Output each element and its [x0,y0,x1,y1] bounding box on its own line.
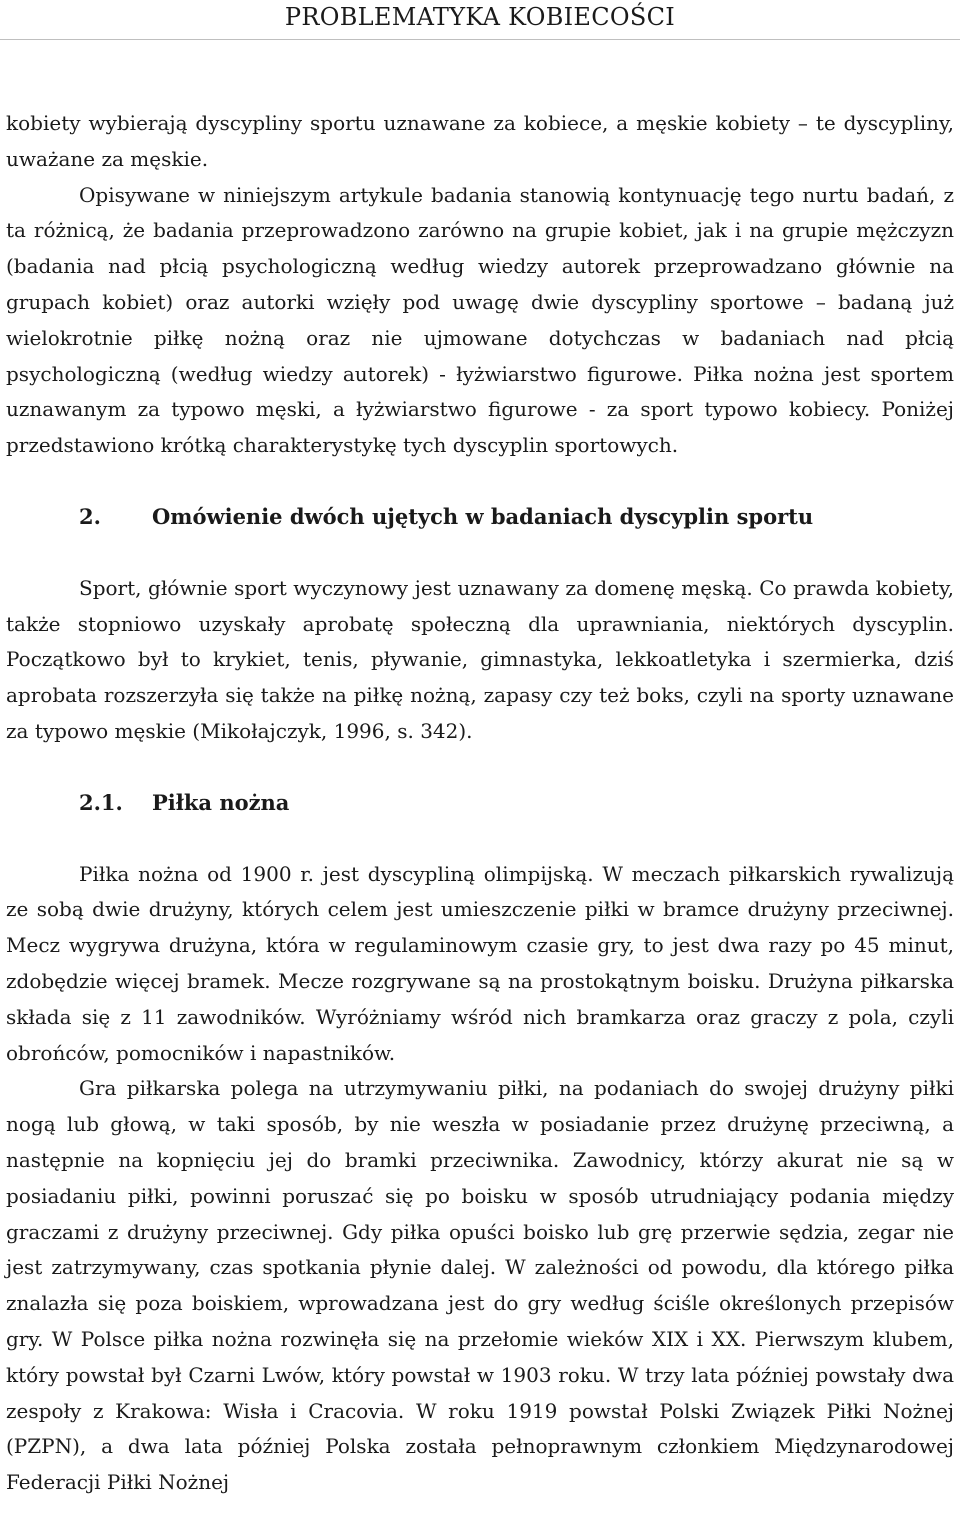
section-number: 2. [79,503,101,529]
paragraph-football-intro: Piłka nożna od 1900 r. jest dyscypliną olimpijską. W meczach piłkarskich rywalizują ze sobą dwie drużyny, których celem jest umieszczenie piłki w bramce drużyny przeciwnej. Mecz wygrywa drużyna, która w regulaminowym czasie gry, to jest dwa razy po 45 minut, zdobędzie więcej bramek. Mecze rozgrywane są na prostokątnym boisku. Drużyna piłkarska składa się z 11 zawodników. Wyróżniamy wśród nich bramkarza oraz graczy z pola, czyli obrońców, pomocników i napastników. [6,861,954,1065]
paragraph-sport-domain: Sport, głównie sport wyczynowy jest uznawany za domenę męską. Co prawda kobiety, także stopniowo uzyskały aprobatę społeczną dla uprawniania, niektórych dyscyplin. Początkowo był to krykiet, tenis, pływanie, gimnastyka, lekkoatletyka i szermierka, dziś aprobata rozszerzyła się także na piłkę nożną, zapasy czy też boks, czyli na sporty uznawane za typowo męskie (Mikołajczyk, 1996, s. 342). [6,575,954,743]
header-rule [0,39,960,40]
section-number: 2.1. [79,789,123,815]
section-title: Omówienie dwóch ujętych w badaniach dyscyplin sportu [152,503,814,529]
section-heading-2-1 [6,785,954,821]
running-header: PROBLEMATYKA KOBIECOŚCI [284,3,676,31]
paragraph-study-description: Opisywane w niniejszym artykule badania stanowią kontynuację tego nurtu badań, z ta różnicą, że badania przeprowadzono zarówno na grupie kobiet, jak i na grupie mężczyzn (badania nad płcią psychologiczną według wiedzy autorek przeprowadzano głównie na grupach kobiet) oraz autorki wzięły pod uwagę dwie dyscypliny sportowe – badaną już wielokrotnie piłkę nożną oraz nie ujmowane dotychczas w badaniach nad płcią psychologiczną (według wiedzy autorek) - łyżwiarstwo figurowe. Piłka nożna jest sportem uznawanym za typowo męski, a łyżwiarstwo figurowe - za sport typowo kobiecy. Poniżej przedstawiono krótką charakterystykę tych dyscyplin sportowych. [6,182,954,458]
section-title: Piłka nożna [152,789,290,815]
paragraph-continuation: kobiety wybierają dyscypliny sportu uznawane za kobiece, a męskie kobiety – te dyscypliny, uważane za męskie. [6,111,954,171]
section-heading-2 [6,499,954,535]
page-body [6,106,954,1501]
paragraph-football-rules: Gra piłkarska polega na utrzymywaniu piłki, na podaniach do swojej drużyny piłki nogą lub głową, w taki sposób, by nie weszła w posiadanie przez drużynę przeciwną, a następnie na kopnięciu jej do bramki przeciwnika. Zawodnicy, którzy akurat nie są w posiadaniu piłki, powinni poruszać się po boisku w sposób utrudniający podania między graczami z drużyny przeciwnej. Gdy piłka opuści boisko lub grę przerwie sędzia, zegar nie jest zatrzymywany, czas spotkania płynie dalej. W zależności od powodu, dla którego piłka znalazła się poza boiskiem, wprowadzana jest do gry według ściśle określonych przepisów gry. W Polsce piłka nożna rozwinęła się na przełomie wieków XIX i XX. Pierwszym klubem, który powstał był Czarni Lwów, który powstał w 1903 roku. W trzy lata później powstały dwa zespoły z Krakowa: Wisła i Cracovia. W roku 1919 powstał Polski Związek Piłki Nożnej (PZPN), a dwa lata później Polska została pełnoprawnym członkiem Międzynarodowej Federacji Piłki Nożnej [6,1076,954,1495]
